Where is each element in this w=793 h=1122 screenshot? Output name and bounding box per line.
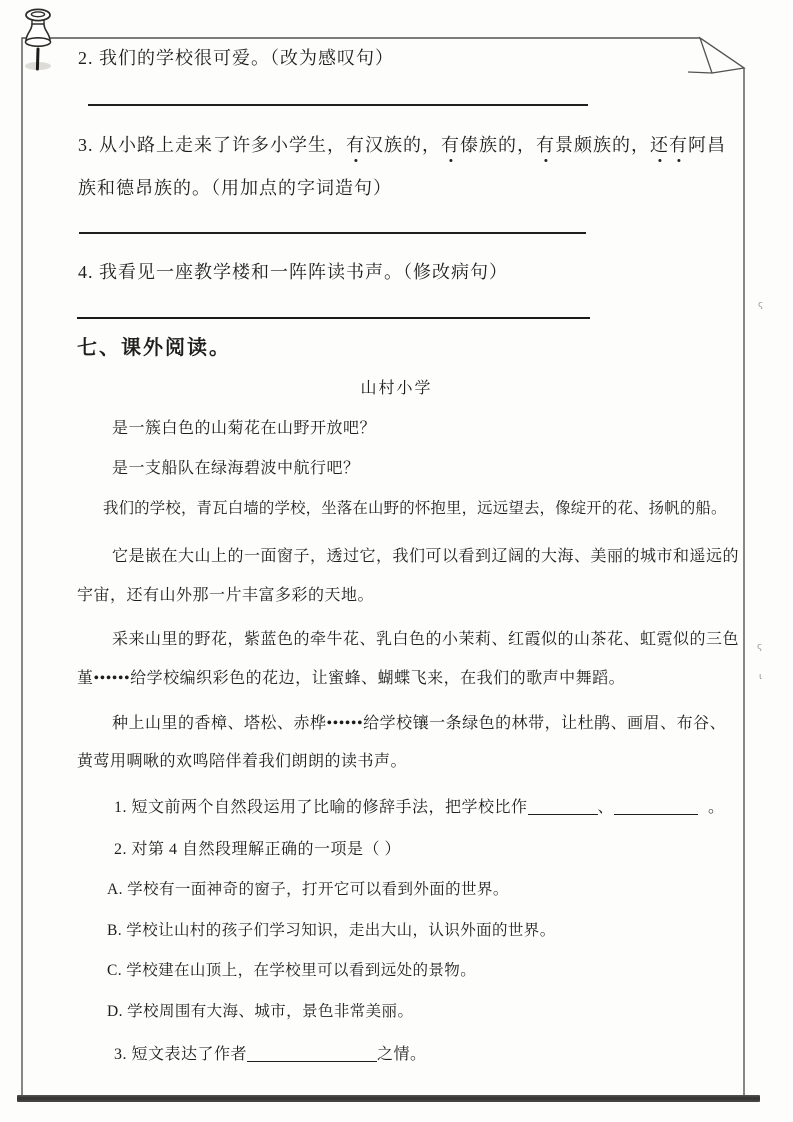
question-2: 2. 我们的学校很可爱。（改为感叹句） [78,48,394,68]
section-heading: 七、课外阅读。 [77,337,231,359]
answer-line-q4 [77,317,590,319]
answer-blank [614,799,698,815]
question-3-text: 3. 从小路上走来了许多小学生， [78,135,346,155]
passage-line: 采来山里的野花，紫蓝色的牵牛花、乳白色的小茉莉、红霞似的山茶花、虹霓似的三色 [112,631,740,648]
passage-line: 堇••••••给学校编织彩色的花边，让蜜蜂、蝴蝶飞来，在我们的歌声中舞蹈。 [77,670,626,687]
reading-question-1: 1. 短文前两个自然段运用了比喻的修辞手法，把学校比作 、 。 [114,799,725,816]
pushpin-icon [12,3,64,75]
emphasized-char: 有 [346,133,365,157]
option-c: C. 学校建在山顶上，在学校里可以看到远处的景物。 [107,962,477,979]
reading-question-2: 2. 对第 4 自然段理解正确的一项是（ ） [114,841,402,858]
question-3-line2: 族和德昂族的。（用加点的字词造句） [78,178,392,198]
option-a: A. 学校有一面神奇的窗子，打开它可以看到外面的世界。 [107,881,509,898]
passage-line: 它是嵌在大山上的一面窗子，透过它，我们可以看到辽阔的大海、美丽的城市和遥远的 [112,548,740,565]
question-4: 4. 我看见一座教学楼和一阵阵读书声。（修改病句） [78,262,508,282]
emphasized-char: 有 [441,133,460,157]
passage-line: 种上山里的香樟、塔松、赤桦••••••给学校镶一条绿色的林带，让杜鹃、画眉、布谷、 [112,715,727,732]
corner-fold-icon [700,38,744,73]
scan-artifact: ι [759,672,763,682]
option-d: D. 学校周围有大海、城市，景色非常美丽。 [107,1003,414,1020]
scan-artifact: ς [757,642,763,652]
option-b: B. 学校让山村的孩子们学习知识，走出大山，认识外面的世界。 [107,922,556,939]
passage-line: 是一簇白色的山菊花在山野开放吧？ [112,420,377,437]
answer-blank [247,1046,377,1062]
passage-title: 山村小学 [360,380,433,397]
passage-line: 黄莺用啁啾的欢鸣陪伴着我们朗朗的读书声。 [77,753,408,770]
passage-line: 是一支船队在绿海碧波中航行吧？ [112,460,360,477]
page-bottom-edge [17,1095,760,1102]
passage-line: 我们的学校，青瓦白墙的学校，坐落在山野的怀抱里，远远望去，像绽开的花、扬帆的船。 [103,500,727,517]
emphasized-char: 有 [536,133,555,157]
scan-artifact: ς [758,300,764,310]
answer-blank [528,799,598,815]
answer-line-q3 [79,232,586,234]
emphasized-char: 有 [669,133,688,157]
passage-line: 宇宙，还有山外那一片丰富多彩的天地。 [77,587,375,604]
question-3-line1: 3. 从小路上走来了许多小学生，有汉族的，有傣族的，有景颇族的，还有阿昌 [78,133,726,157]
reading-question-3: 3. 短文表达了作者 之情。 [114,1046,427,1063]
emphasized-char: 还 [650,133,669,157]
answer-line-q2 [88,104,588,106]
